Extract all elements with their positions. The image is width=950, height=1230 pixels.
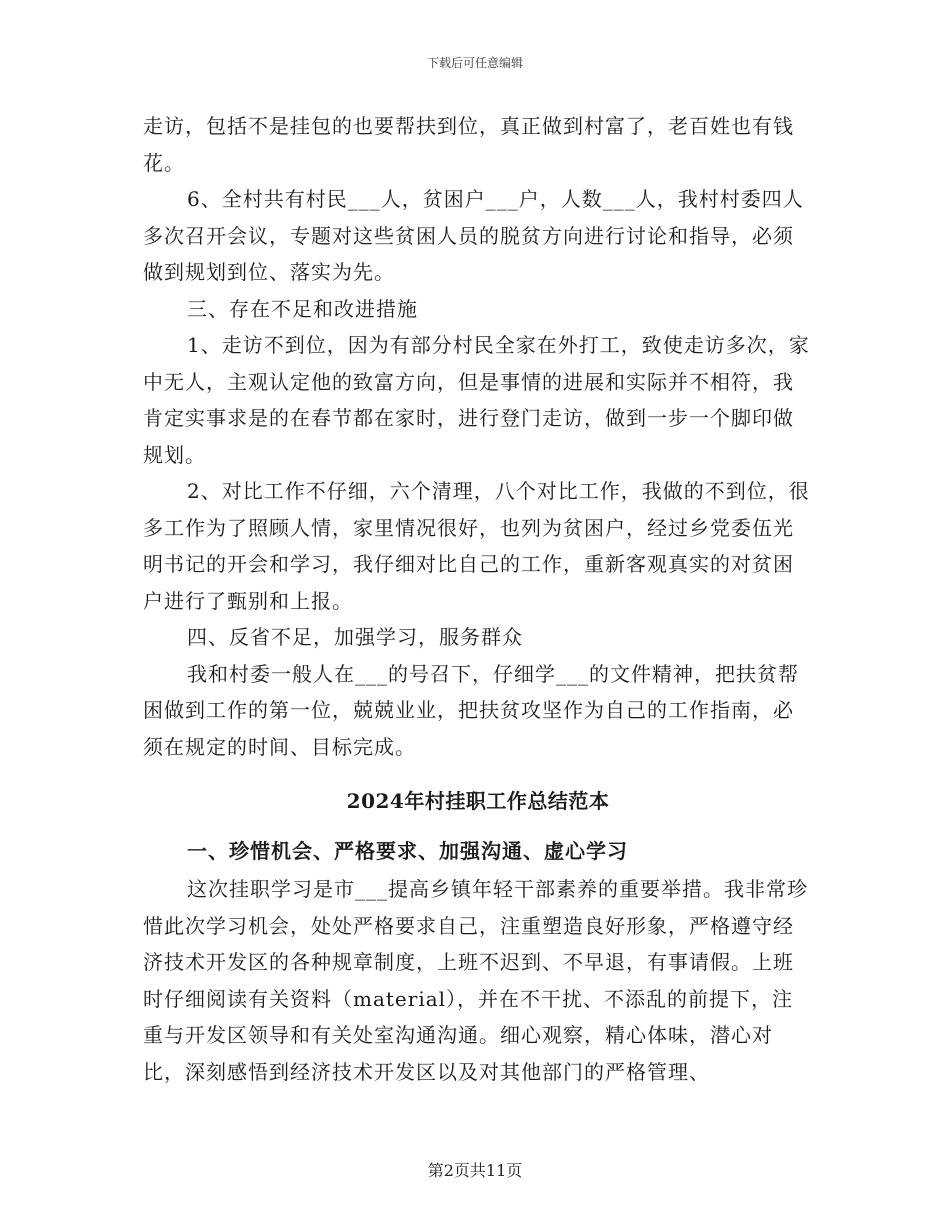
paragraph: 1、走访不到位，因为有部分村民全家在外打工，致使走访多次，家中无人，主观认定他的致富方向，但是事情的进展和实际并不相符，我肯定实事求是的在春节都在家时，进行登门走访，做到一步一个脚印做规划。 (143, 333, 810, 467)
page-number: 第2页共11页 (427, 1161, 523, 1180)
document-body (143, 108, 813, 1090)
subheading: 一、珍惜机会、严格要求、加强沟通、虚心学习 (187, 839, 628, 863)
paragraph: 我和村委一般人在___的号召下，仔细学___的文件精神，把扶贫帮困做到工作的第一位，兢兢业业，把扶贫攻坚作为自己的工作指南，必须在规定的时间、目标完成。 (143, 661, 799, 759)
paragraph: 走访，包括不是挂包的也要帮扶到位，真正做到村富了，老百姓也有钱花。 (143, 114, 794, 175)
paragraph: 6、全村共有村民___人，贫困户___户，人数___人，我村村委四人多次召开会议，专题对这些贫困人员的脱贫方向进行讨论和指导，必须做到规划到位、落实为先。 (143, 187, 804, 284)
section-heading: 四、反省不足，加强学习，服务群众 (187, 625, 523, 649)
document-title: 2024年村挂职工作总结范本 (346, 789, 610, 813)
page-header-note: 下载后可任意编辑 (426, 56, 523, 70)
paragraph: 2、对比工作不仔细，六个清理，八个对比工作，我做的不到位，很多工作为了照顾人情，家里情况很好，也列为贫困户，经过乡党委伍光明书记的开会和学习，我仔细对比自己的工作，重新客观真实的对贫困户进行了甄别和上报。 (143, 479, 810, 613)
section-heading: 三、存在不足和改进措施 (187, 296, 418, 321)
paragraph: 这次挂职学习是市___提高乡镇年轻干部素养的重要举措。我非常珍惜此次学习机会，处处严格要求自己，注重塑造良好形象，严格遵守经济技术开发区的各种规章制度，上班不迟到、不早退，有事请假。上班时仔细阅读有关资料（material），并在不干扰、不添乱的前提下，注重与开发区领导和有关处室沟通沟通。细心观察，精心体味，潜心对比，深刻感悟到经济技术开发区以及对其他部门的严格管理、 (143, 877, 808, 1084)
